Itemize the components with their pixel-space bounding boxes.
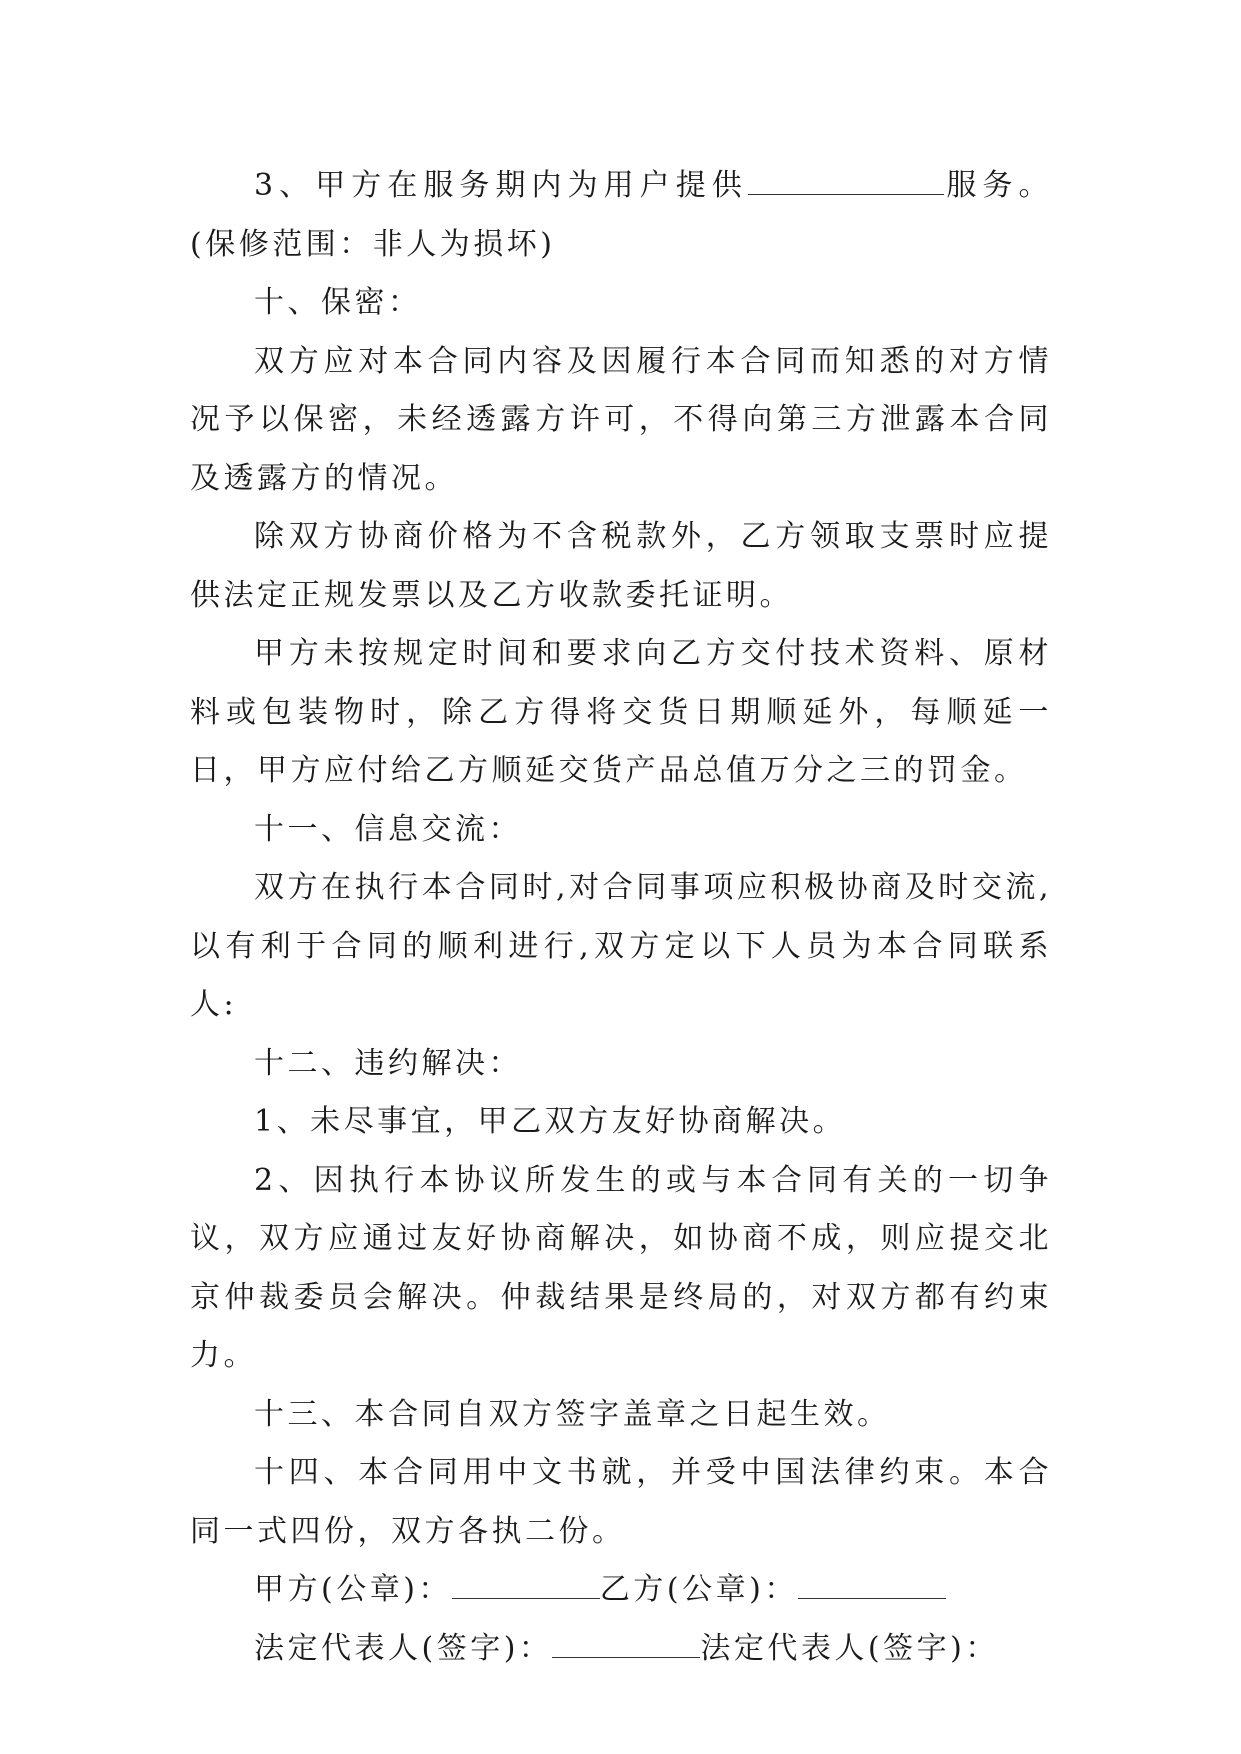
party-a-rep-blank [552,1633,700,1658]
confidentiality-clause: 双方应对本合同内容及因履行本合同而知悉的对方情况予以保密，未经透露方许可，不得向第三方泄露本合同及透露方的情况。 [190,343,1052,496]
dispute-clause-2: 2、因执行本协议所发生的或与本合同有关的一切争议，双方应通过友好协商解决，如协商不成，则应提交北京仲裁委员会解决。仲裁结果是终局的，对双方都有约束力。 [190,1162,1052,1373]
party-b-rep-label: 法定代表人(签字)： [700,1630,999,1666]
party-a-rep-label: 法定代表人(签字)： [254,1630,553,1666]
service-scope-clause [190,157,1052,274]
party-a-seal-blank [452,1574,600,1599]
service-blank-line [748,170,944,195]
party-a-seal-label: 甲方(公章)： [254,1572,452,1607]
section-heading-confidentiality: 十、保密： [254,285,422,320]
section-heading-communication: 十一、信息交流： [254,811,522,847]
dispute-clause-1: 1、未尽事宜，甲乙双方友好协商解决。 [254,1104,847,1139]
party-b-seal-label: 乙方(公章)： [599,1572,798,1607]
invoice-clause: 除双方协商价格为不含税款外，乙方领取支票时应提供法定正规发票以及乙方收款委托证明。 [190,519,1052,613]
seal-signature-line [190,1561,1052,1620]
clause-text: 3、甲方在服务期内为用户提供 [254,168,748,203]
section-heading-dispute: 十二、违约解决： [254,1045,522,1081]
penalty-clause: 甲方未按规定时间和要求向乙方交付技术资料、原材料或包装物时，除乙方得将交货日期顺延外，每顺延一日，甲方应付给乙方顺延交货产品总值万分之三的罚金。 [190,636,1052,788]
effective-clause: 十三、本合同自双方签字盖章之日起生效。 [254,1396,891,1432]
clause-text: 服务。(保修范围：非人为损坏) [190,168,1053,262]
document-body [190,157,1052,1678]
party-b-seal-blank [798,1574,946,1599]
language-clause: 十四、本合同用中文书就，并受中国法律约束。本合同一式四份，双方各执二份。 [190,1455,1052,1549]
communication-clause: 双方在执行本合同时,对合同事项应积极协商及时交流,以有利于合同的顺利进行,双方定以下人员为本合同联系人: [190,870,1052,1022]
representative-signature-line [190,1620,1052,1679]
